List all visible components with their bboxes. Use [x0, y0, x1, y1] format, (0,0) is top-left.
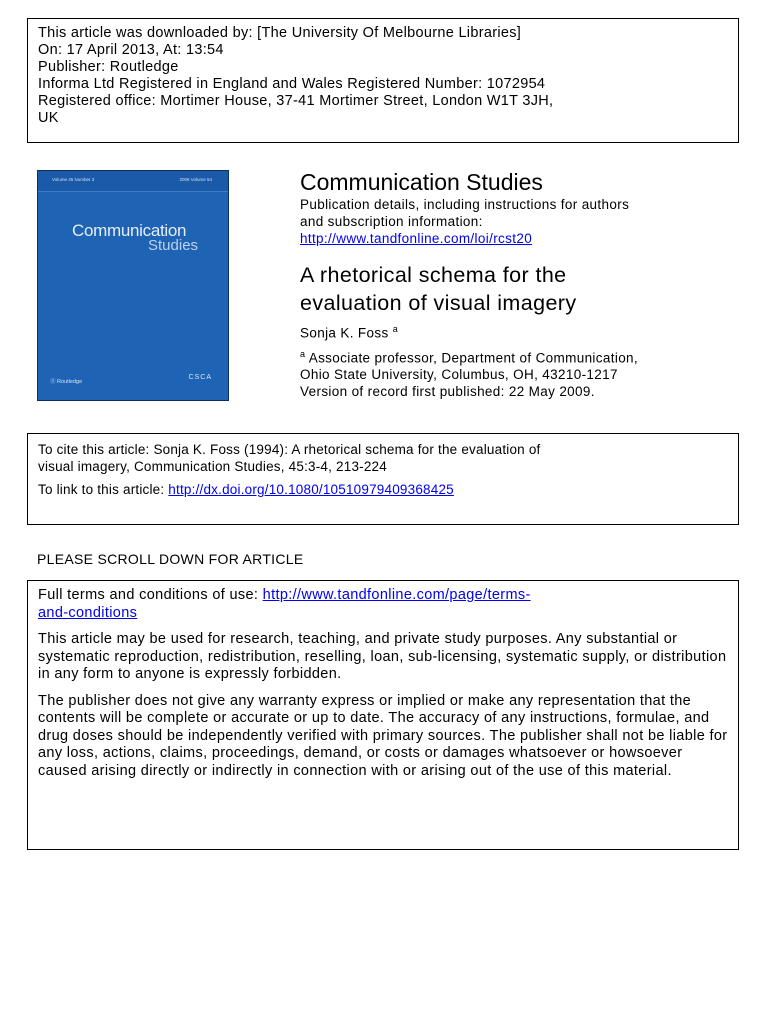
journal-desc-line2: and subscription information: [300, 214, 483, 229]
affiliation-line1 [300, 346, 740, 367]
author-name-text: Sonja K. Foss [300, 325, 389, 341]
cover-title-line1: Communication [72, 221, 187, 240]
journal-description [300, 196, 740, 247]
terms-box [27, 580, 739, 850]
citation-box [27, 433, 739, 525]
article-meta [300, 321, 740, 400]
affiliation-line2: Ohio State University, Columbus, OH, 43210-1217 [300, 367, 618, 382]
author-name [300, 321, 740, 342]
citation-link-row [38, 481, 728, 498]
terms-link-paragraph [38, 587, 728, 622]
terms-url-link-part2[interactable]: and-conditions [38, 604, 138, 621]
affiliation-superscript: a [300, 348, 306, 359]
journal-cover-image [37, 170, 229, 401]
article-title-line2: evaluation of visual imagery [300, 291, 577, 315]
journal-desc-line1: Publication details, including instructions for authors [300, 197, 630, 212]
citation-line1: To cite this article: Sonja K. Foss (1994): A rhetorical schema for the evaluation of [38, 442, 541, 457]
terms-url-link-part1[interactable]: http://www.tandfonline.com/page/terms- [262, 587, 531, 603]
citation-link-label: To link to this article: [38, 482, 169, 497]
author-superscript: a [392, 324, 399, 334]
download-line-2: On: 17 April 2013, At: 13:54 [38, 42, 224, 58]
download-line-3: Publisher: Routledge [38, 59, 179, 75]
terms-disclaimer-paragraph: The publisher does not give any warranty express or implied or make any representation that the contents will be complete or accurate or up to date. The accuracy of any instructions, formulae, and drug doses should be independently verified with primary sources. The publisher shall not be liable for any loss, actions, claims, proceedings, demand, or costs or damages whatsoever or howsoever caused arising directly or indirectly in connection with or arising out of the use of this material. [38, 692, 728, 779]
journal-info [300, 168, 740, 400]
download-line-6: UK [38, 110, 59, 126]
version-of-record: Version of record first published: 22 May 2009. [300, 384, 595, 399]
cover-issue-right: 2006 Volume 54 [179, 177, 212, 182]
csca-logo-icon: CSCA [188, 374, 212, 381]
cover-publisher-logo [50, 377, 82, 385]
download-info-box [27, 18, 739, 143]
affiliation-text: Associate professor, Department of Communication, [308, 350, 639, 365]
doi-link[interactable]: http://dx.doi.org/10.1080/10510979409368425 [168, 482, 454, 497]
citation-line2: visual imagery, Communication Studies, 45:3-4, 213-224 [38, 459, 387, 474]
terms-usage-paragraph: This article may be used for research, teaching, and private study purposes. Any substantial or systematic reproduction, redistribution, reselling, loan, sub-licensing, systematic supply, or distribution in any form to anyone is expressly forbidden. [38, 631, 727, 682]
download-line-5: Registered office: Mortimer House, 37-41 Mortimer Street, London W1T 3JH, [38, 93, 554, 109]
scroll-notice: PLEASE SCROLL DOWN FOR ARTICLE [37, 551, 304, 567]
cover-issue-left: Volume 45 Number 3 [52, 177, 95, 182]
download-line-1: This article was downloaded by: [The University Of Melbourne Libraries] [38, 25, 522, 41]
cover-publisher-name: Routledge [57, 379, 83, 385]
journal-url-link[interactable]: http://www.tandfonline.com/loi/rcst20 [300, 231, 533, 246]
article-title-line1: A rhetorical schema for the [300, 263, 567, 287]
journal-title: Communication Studies [300, 169, 543, 195]
download-line-4: Informa Ltd Registered in England and Wales Registered Number: 1072954 [38, 76, 546, 92]
terms-label: Full terms and conditions of use: [38, 587, 263, 603]
cover-title-line2: Studies [148, 237, 199, 254]
article-title [300, 261, 740, 317]
routledge-icon: Ⓡ [50, 379, 56, 385]
